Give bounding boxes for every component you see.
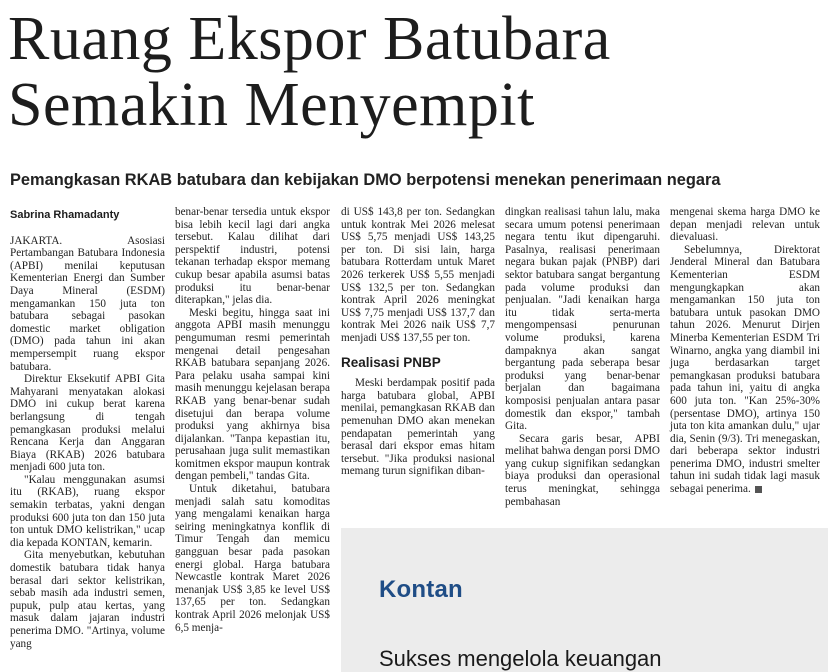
paragraph-last [670,244,820,496]
section-heading: Realisasi PNBP [341,354,441,370]
paragraph: Secara garis besar, APBI melihat bahwa dengan porsi DMO yang cukup signifikan sedangkan biaya produksi dan operasional terus meningkat, sehingga pembahasan [505,432,660,508]
paragraph: Meski begitu, hingga saat ini anggota APBI masih menunggu pengumuman resmi pemerintah mengenai detail pengesahan RKAB batubara sepanjang 2026. Para pelaku usaha sampai kini masih menunggu kejelasan berapa RKAB yang benar-benar sudah disetujui dan berapa volume produksi yang akhirnya bisa dijalankan. "Tanpa kepastian itu, perusahaan juga sulit memastikan komitmen ekspor maupun kontrak dengan pembeli," tandas Gita. [175,306,330,483]
article-column-3 [341,206,495,478]
paragraph: "Kalau menggunakan asumsi itu (RKAB), ruang ekspor semakin terbatas, yakni dengan produksi 600 juta ton dan 150 juta ton untuk DMO kelistrikan," ucap dia kepada KONTAN, kemarin. [10,473,165,549]
article-column-4 [505,206,660,508]
advertisement-banner[interactable] [341,528,828,672]
article-column-1 [10,206,165,650]
article-byline: Sabrina Rhamadanty [10,209,120,221]
paragraph: dingkan realisasi tahun lalu, maka secara umum potensi penerimaan negara tentu ikut dipengaruhi. Pasalnya, realisasi penerimaan negara bukan pajak (PNBP) dari sektor batubara sangat bergantung pada volume produksi dan penjualan. "Jadi kenaikan harga itu tidak serta-merta mengompensasi penurunan volume produksi, karena dampaknya akan sangat bergantung pada seberapa besar produksi yang benar-benar berjalan dan bagaimana komposisi penjualan antara pasar domestik dan ekspor," tambah Gita. [505,206,660,433]
article-column-2 [175,206,330,634]
paragraph-text: Sebelumnya, Direktorat Jenderal Mineral dan Batubara Kementerian ESDM mengungkapkan akan mengamankan 150 juta ton batubara untuk pasokan DMO tahun 2026. Menurut Dirjen Minerba Kementerian ESDM Tri Winarno, angka yang diambil ini juga berdasarkan target pemangkasan produksi batubara pada tahun ini, yaitu di angka 600 juta ton. "Kan 25%-30% (persentase DMO), artinya 150 juta ton kita amankan dulu," ujar dia, Senin (9/3). Tri menegaskan, dari beberapa sektor industri penerima DMO, industri smelter tahun ini sudah tidak lagi masuk sebagai penerima. [670,243,820,496]
article-column-5 [670,206,820,496]
paragraph: di US$ 143,8 per ton. Sedangkan untuk kontrak Mei 2026 melesat US$ 5,75 menjadi US$ 143,25 per ton. Di sisi lain, harga batubara Rotterdam untuk Maret 2026 terkerek US$ 5,55 menjadi US$ 132,5 per ton. Sedangkan kontrak April 2026 meningkat US$ 7,75 menjadi US$ 137,7 dan kontrak Mei 2026 naik US$ 7,7 menjadi US$ 137,55 per ton. [341,206,495,344]
advertisement-tagline: Sukses mengelola keuangan [379,646,662,671]
paragraph: Direktur Eksekutif APBI Gita Mahyarani menyatakan alokasi DMO ini cukup berat karena berlangsung di tengah pemangkasan produksi melalui Rencana Kerja dan Anggaran Biaya (RKAB) 2026 batubara menjadi 600 juta ton. [10,373,165,474]
paragraph: Gita menyebutkan, kebutuhan domestik batubara tidak hanya berasal dari sektor kelistrikan, sebab masih ada industri semen, pupuk, pulp atau kertas, yang masuk dalam jajaran industri penerima DMO. "Artinya, volume yang [10,549,165,650]
paragraph: benar-benar tersedia untuk ekspor bisa lebih kecil lagi dari angka tersebut. Kalau dilihat dari perspektif industri, potensi tekanan terhadap ekspor memang cukup besar apabila asumsi batas produksi itu benar-benar diterapkan," jelas dia. [175,206,330,307]
article-headline: Ruang Ekspor Batubara Semakin Menyempit [8,5,611,139]
paragraph: Meski berdampak positif pada harga batubara global, APBI menilai, pemangkasan RKAB dan pemenuhan DMO akan menekan pendapatan pemerintah yang berasal dari ekspor emas hitam tersebut. "Jika produksi nasional memang turun signifikan diban- [341,377,495,478]
paragraph: JAKARTA. Asosiasi Pertambangan Batubara Indonesia (APBI) menilai keputusan Kementerian Energi dan Sumber Daya Mineral (ESDM) mengamankan 150 juta ton batubara sebagai pasokan domestic market obligation (DMO) pada tahun ini akan mempersempit ruang ekspor batubara. [10,234,165,373]
paragraph: Untuk diketahui, batubara menjadi salah satu komoditas yang mengalami kenaikan harga seiring meningkatnya konflik di Timur Tengah dan memicu gangguan besar pada pasokan energi global. Harga batubara Newcastle kontrak Maret 2026 menanjak US$ 3,85 ke level US$ 137,65 per ton. Sedangkan kontrak April 2026 melonjak US$ 6,5 menja- [175,483,330,634]
kontan-logo: Kontan [379,576,463,603]
paragraph: mengenai skema harga DMO ke depan menjadi relevan untuk dievaluasi. [670,206,820,244]
end-of-article-square-icon [755,486,762,493]
article-subheadline: Pemangkasan RKAB batubara dan kebijakan DMO berpotensi menekan penerimaan negara [10,171,721,189]
